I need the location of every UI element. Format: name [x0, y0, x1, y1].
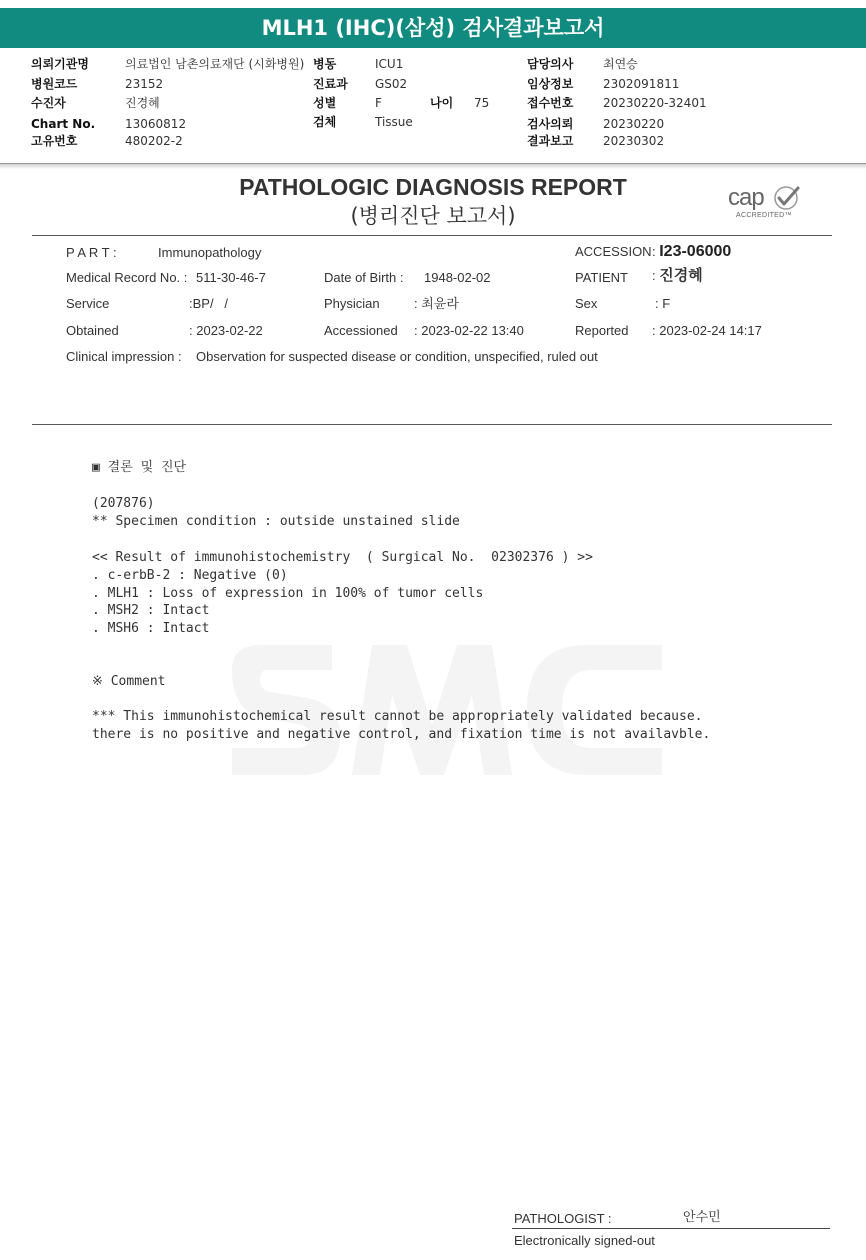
sex-info-value: : F: [655, 296, 671, 311]
obtained-value: : 2023-02-22: [189, 323, 263, 338]
clinical-info-label: 임상정보: [527, 77, 574, 91]
clinical-impression-value: Observation for suspected disease or condition, unspecified, ruled out: [196, 349, 598, 364]
unique-id-value: 480202-2: [125, 134, 183, 148]
specimen-condition-line: ** Specimen condition : outside unstained slide: [92, 514, 460, 529]
ward-label: 병동: [313, 57, 337, 71]
receipt-no-value: 20230220-32401: [603, 96, 707, 110]
report-title-bar: MLH1 (IHC)(삼성) 검사결과보고서: [0, 8, 866, 48]
unique-id-label: 고유번호: [31, 134, 78, 148]
result-date-value: 20230302: [603, 134, 665, 148]
chart-no-value: 13060812: [125, 117, 187, 131]
conclusion-section-title: ▣ 결론 및 진단: [92, 460, 187, 475]
patient-value: : 진경혜: [652, 267, 703, 284]
patient-name: 진경혜: [659, 267, 703, 284]
pathologist-name: 안수민: [683, 1209, 721, 1224]
department-value: GS02: [375, 77, 408, 91]
sex-value: F: [375, 96, 382, 110]
signature-line: [512, 1228, 830, 1229]
ward-value: ICU1: [375, 57, 404, 71]
pathologist-label: PATHOLOGIST :: [514, 1211, 612, 1226]
reported-date: 2023-02-24 14:17: [659, 323, 762, 338]
mrn-label: Medical Record No. :: [66, 270, 188, 285]
service-value: :BP/ /: [189, 296, 229, 311]
report-heading: PATHOLOGIC DIAGNOSIS REPORT: [239, 174, 627, 200]
accession-label: ACCESSION: [575, 244, 652, 259]
accessioned-label: Accessioned: [324, 323, 398, 338]
info-bottom-rule: [32, 424, 832, 425]
clinical-impression-label: Clinical impression :: [66, 349, 182, 364]
clinical-info-value: 2302091811: [603, 77, 680, 91]
result-date-label: 결과보고: [527, 134, 574, 148]
obtained-date: 2023-02-22: [196, 323, 263, 338]
result-line-msh6: . MSH6 : Intact: [92, 621, 210, 636]
age-value: 75: [474, 96, 490, 110]
accession-value: : I23-06000: [652, 243, 732, 260]
specimen-id-line: (207876): [92, 496, 155, 511]
report-subheading: (병리진단 보고서): [350, 204, 516, 228]
ihc-result-heading: << Result of immunohistochemistry ( Surgical No. 02302376 ) >>: [92, 550, 593, 565]
physician-value: : 최윤라: [414, 296, 459, 311]
part-label: P A R T :: [66, 245, 117, 260]
receipt-no-label: 접수번호: [527, 96, 574, 110]
request-date-label: 검사의뢰: [527, 117, 574, 131]
reported-value: : 2023-02-24 14:17: [652, 323, 762, 338]
age-label: 나이: [430, 96, 454, 110]
obtained-label: Obtained: [66, 323, 119, 338]
request-date-value: 20230220: [603, 117, 665, 131]
cap-logo-subtext: ACCREDITED™: [736, 212, 792, 219]
hospital-code-label: 병원코드: [31, 77, 78, 91]
comment-line-1: *** This immunohistochemical result cannot be appropriately validated because.: [92, 709, 703, 724]
cap-accredited-logo: [728, 184, 804, 224]
accessioned-date: 2023-02-22 13:40: [421, 323, 524, 338]
checkmark-icon: [772, 184, 802, 212]
patient-label: PATIENT: [575, 270, 628, 285]
signed-status: Electronically signed-out: [514, 1233, 655, 1248]
sex-text: F: [662, 296, 671, 311]
comment-title: ※ Comment: [92, 674, 166, 689]
chart-no-label: Chart No.: [31, 117, 96, 131]
dob-value: 1948-02-02: [424, 270, 491, 285]
institution-value: 의료법인 남촌의료재단 (시화병원): [125, 57, 305, 71]
header-separator: [0, 163, 866, 169]
physician-label: Physician: [324, 296, 380, 311]
dob-label: Date of Birth :: [324, 270, 404, 285]
service-text: BP/ /: [192, 296, 229, 311]
specimen-label: 검체: [313, 115, 337, 129]
specimen-value: Tissue: [375, 115, 413, 129]
patient-name-label: 수진자: [31, 96, 66, 110]
result-line-mlh1: . MLH1 : Loss of expression in 100% of tumor cells: [92, 586, 484, 601]
department-label: 진료과: [313, 77, 348, 91]
doctor-label: 담당의사: [527, 57, 574, 71]
service-label: Service: [66, 296, 110, 311]
doctor-value: 최연승: [603, 57, 638, 71]
info-top-rule: [32, 235, 832, 236]
institution-label: 의뢰기관명: [31, 57, 89, 71]
hospital-code-value: 23152: [125, 77, 164, 91]
cap-logo-text: cap: [728, 184, 764, 211]
physician-name: 최윤라: [421, 296, 459, 311]
accessioned-value: : 2023-02-22 13:40: [414, 323, 524, 338]
patient-name-value: 진경혜: [125, 96, 160, 110]
part-value: Immunopathology: [158, 245, 262, 260]
accession-number: I23-06000: [659, 243, 732, 260]
mrn-value: 511-30-46-7: [196, 270, 266, 285]
sex-info-label: Sex: [575, 296, 598, 311]
result-line-msh2: . MSH2 : Intact: [92, 603, 210, 618]
reported-label: Reported: [575, 323, 629, 338]
result-line-cerbb2: . c-erbB-2 : Negative (0): [92, 568, 288, 583]
sex-label: 성별: [313, 96, 337, 110]
comment-line-2: there is no positive and negative control, and fixation time is not availavble.: [92, 727, 711, 742]
